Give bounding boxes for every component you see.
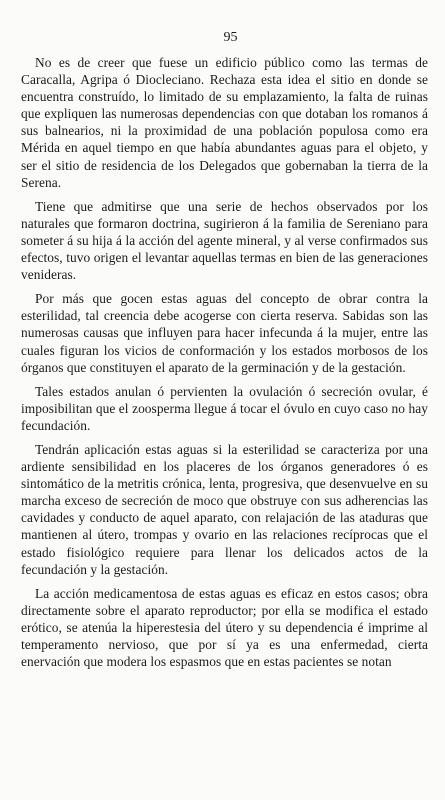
paragraph-4: Tales estados anulan ó pervienten la ovulación ó secreción ovular, é imposibilitan que el zoosperma llegue á tocar el óvulo en cuyo caso no hay fecundación. xyxy=(21,383,428,433)
paragraph-5: Tendrán aplicación estas aguas si la esterilidad se caracteriza por una ardiente sensibilidad en los placeres de los órganos generadores ó es sintomático de la metritis crónica, lenta, progresiva, que desenvuelve en su marcha exceso de secreción de moco que obstruye con sus adherencias las cavidades y conducto de aquel aparato, con relajación de las ataduras que mantienen al útero, trompas y ovario en las relaciones recíprocas que el estado fisiológico requiere para llenar los delicados actos de la fecundación y la gestación. xyxy=(21,441,428,577)
page-number: 95 xyxy=(223,30,238,45)
paragraph-3: Por más que gocen estas aguas del concepto de obrar contra la esterilidad, tal creencia debe acogerse con cierta reserva. Sabidas son las numerosas causas que influyen para hacer infecunda á la mujer, entre las cuales figuran los vicios de conformación y los estados morbosos de los órganos que constituyen el aparato de la germinación y de la gestación. xyxy=(21,291,428,375)
paragraph-1: No es de creer que fuese un edificio público como las termas de Caracalla, Agripa ó Diocleciano. Rechaza esta idea el sitio en donde se encuentra construído, lo limitado de su emplazamiento, la falta de ruinas que expliquen las numerosas dependencias con que dotaban los romanos á sus balnearios, ni la proximidad de una población populosa como era Mérida en aquel tiempo en que había abundantes aguas para el objeto, y ser el sitio de residencia de los Delegados que gobernaban la tierra de la Serena. xyxy=(21,55,428,190)
paragraph-2: Tiene que admitirse que una serie de hechos observados por los naturales que formaron doctrina, sugirieron á la familia de Sereniano para someter á su hija á la acción del agente mineral, y al verse confirmados sus efectos, tuvo origen el levantar aquellas termas en bien de las generaciones venideras. xyxy=(21,198,428,283)
paragraph-6: La acción medicamentosa de estas aguas es eficaz en estos casos; obra directamente sobre el aparato reproductor; por ella se modifica el estado erótico, se atenúa la hiperestesia del útero y su dependencia é imprime al temperamento nervioso, que por sí ya es una enfermedad, cierta enervación que modera los espasmos que en estas pacientes se notan xyxy=(21,585,428,670)
